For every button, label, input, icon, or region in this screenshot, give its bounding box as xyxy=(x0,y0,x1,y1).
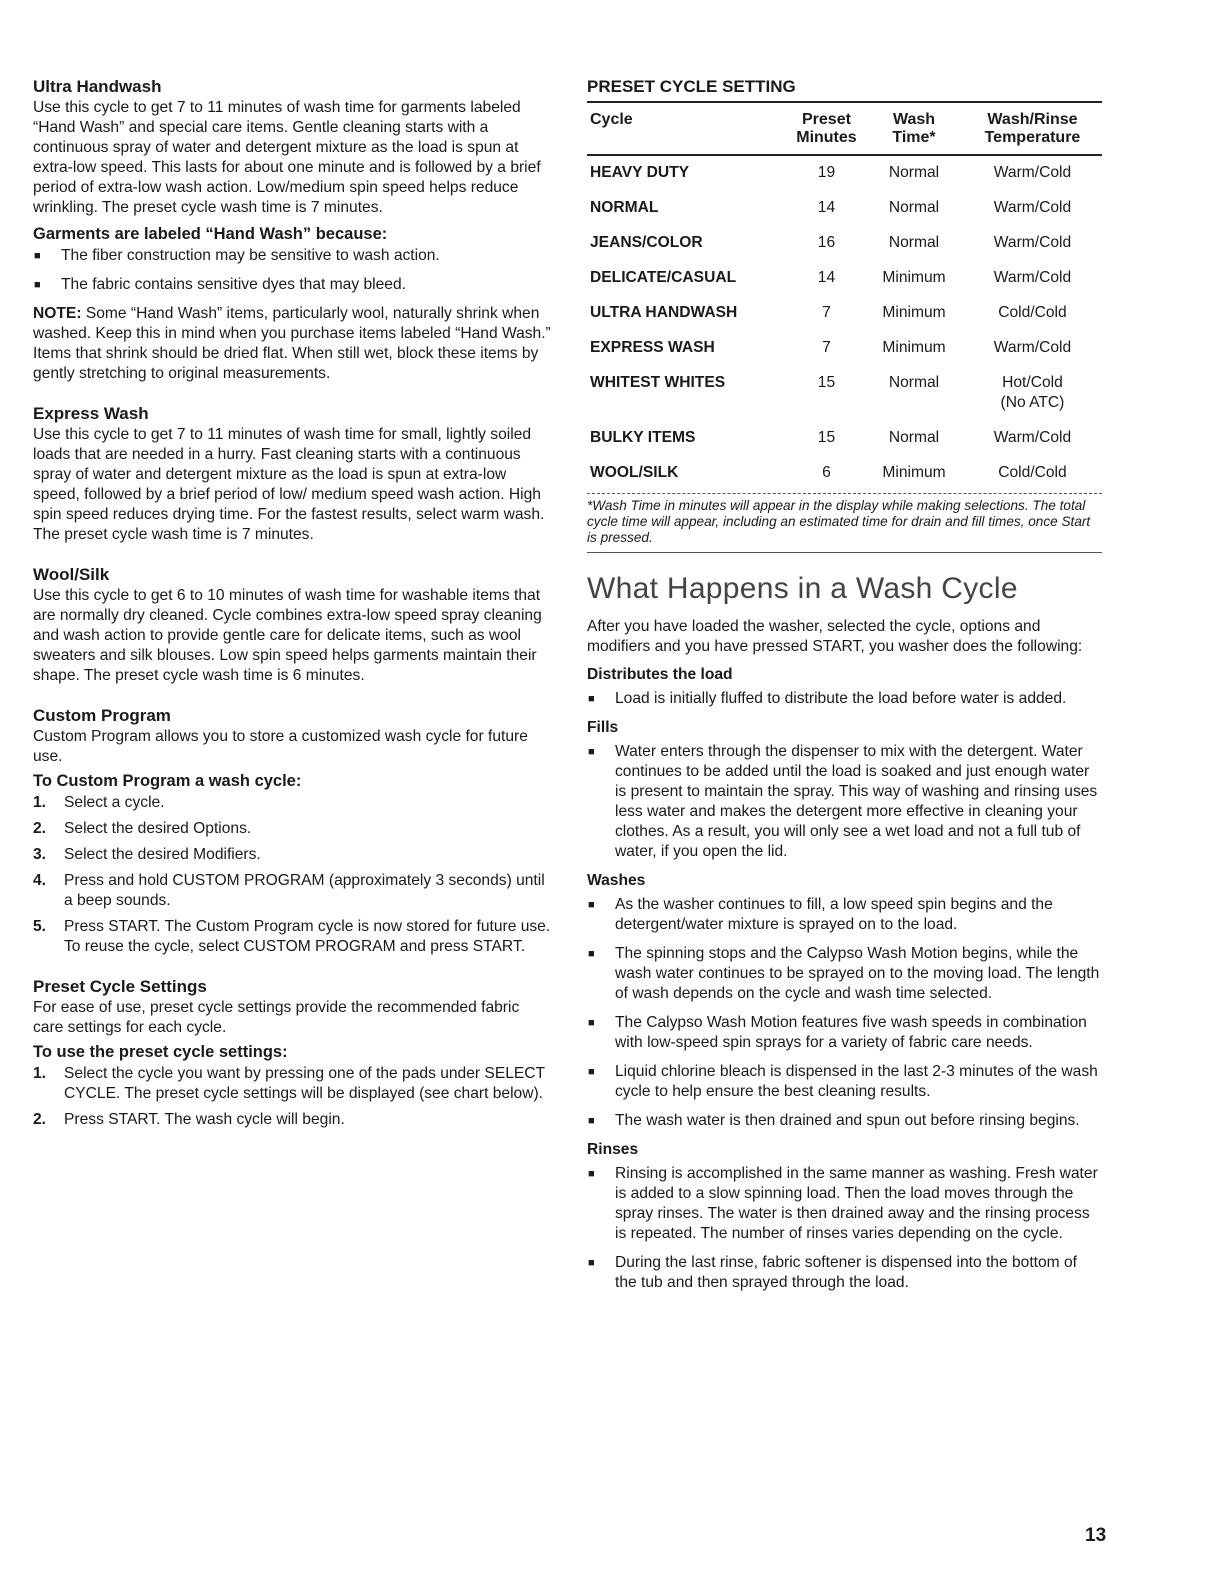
section-title: Express Wash xyxy=(33,404,149,423)
cell-preset-minutes: 14 xyxy=(817,199,836,216)
cell-wash-time: Normal xyxy=(888,234,940,251)
cell-wash-time: Minimum xyxy=(882,304,946,321)
cell-cycle: WHITEST WHITES xyxy=(590,374,726,391)
list-item: ■ Load is initially fluffed to distribute the load before water is added. xyxy=(588,690,1067,707)
section-title: Wool/Silk xyxy=(33,565,110,584)
subsection-title: To use the preset cycle settings: xyxy=(33,1043,288,1061)
table-row xyxy=(587,191,1102,226)
bullet-square-icon: ■ xyxy=(588,1168,595,1180)
header-wash-time: Wash Time* xyxy=(892,111,936,146)
cell-temperature: Hot/Cold (No ATC) xyxy=(1000,374,1065,411)
bullet-square-icon: ■ xyxy=(588,746,595,758)
list-item: ■ The fabric contains sensitive dyes that may bleed. xyxy=(34,276,406,293)
page-number: 13 xyxy=(1085,1525,1107,1546)
list-item: 4. Press and hold CUSTOM PROGRAM (approximately 3 seconds) until a beep sounds. xyxy=(33,872,545,909)
cell-cycle: WOOL/SILK xyxy=(590,464,679,481)
bullet-square-icon: ■ xyxy=(588,948,595,960)
bullet-square-icon: ■ xyxy=(588,1066,595,1078)
list-item: ■ The wash water is then drained and spun out before rinsing begins. xyxy=(588,1112,1080,1129)
cell-preset-minutes: 16 xyxy=(817,234,836,251)
cell-cycle: ULTRA HANDWASH xyxy=(590,304,738,321)
section-express-wash xyxy=(33,403,551,545)
left-column xyxy=(33,76,551,1149)
note-paragraph: NOTE: Some “Hand Wash” items, particularly wool, naturally shrink when washed. Keep this in mind when you purchase items labeled “Hand Wash.” Items that shrink should be dried flat. When still wet, block these items by gently stretching to original measurements. xyxy=(33,305,551,382)
subsection-title: Garments are labeled “Hand Wash” because: xyxy=(33,225,388,243)
section-body: For ease of use, preset cycle settings provide the recommended fabric care settings for each cycle. xyxy=(33,999,520,1036)
section-body: Use this cycle to get 7 to 11 minutes of wash time for garments labeled “Hand Wash” and special care items. Gentle cleaning starts with a continuous spray of water and detergent mixture as the load is spun at extra-low speed. This lasts for about one minute and is followed by a brief period of extra-low wash action. Low/medium spin speed helps reduce wrinkling. The preset cycle wash time is 7 minutes. xyxy=(33,99,541,216)
cell-temperature: Warm/Cold xyxy=(993,269,1072,286)
cell-cycle: BULKY ITEMS xyxy=(590,429,696,446)
list-item: 2. Press START. The wash cycle will begin. xyxy=(33,1111,345,1128)
cell-wash-time: Normal xyxy=(888,199,940,216)
bullet-square-icon: ■ xyxy=(588,1115,595,1127)
bullet-square-icon: ■ xyxy=(588,899,595,911)
cell-wash-time: Minimum xyxy=(882,269,946,286)
table-row xyxy=(587,456,1102,491)
section-title: Preset Cycle Settings xyxy=(33,977,207,996)
cell-preset-minutes: 6 xyxy=(822,464,831,481)
bullet-square-icon: ■ xyxy=(34,279,41,291)
section-preset-cycle-settings xyxy=(33,976,551,1130)
preset-cycle-table xyxy=(587,103,1102,491)
section-ultra-handwash xyxy=(33,76,551,384)
list-item: ■ The Calypso Wash Motion features five wash speeds in combination with low-speed spin sprays for a variety of fabric care needs. xyxy=(588,1014,1087,1051)
subsection-title: To Custom Program a wash cycle: xyxy=(33,772,302,790)
wash-cycle-intro: After you have loaded the washer, selected the cycle, options and modifiers and you have pressed START, you washer does the following: xyxy=(587,618,1083,655)
wash-step-heading: Distributes the load xyxy=(587,666,733,683)
table-row xyxy=(587,155,1102,191)
cell-wash-time: Normal xyxy=(888,374,940,391)
table-header-row xyxy=(587,103,1102,155)
cell-temperature: Warm/Cold xyxy=(993,199,1072,216)
list-item: ■ Liquid chlorine bleach is dispensed in the last 2-3 minutes of the wash cycle to help ensure the best cleaning results. xyxy=(588,1063,1098,1100)
wash-cycle-title: What Happens in a Wash Cycle xyxy=(587,572,1018,605)
cell-preset-minutes: 14 xyxy=(817,269,836,286)
list-item: ■ As the washer continues to fill, a low speed spin begins and the detergent/water mixture is sprayed on to the load. xyxy=(588,896,1053,933)
list-item: ■ Rinsing is accomplished in the same manner as washing. Fresh water is added to a slow spinning load. Then the load moves through the spray rinses. The water is then drained away and the rinsing process is repeated. The number of rinses varies depending on the cycle. xyxy=(588,1165,1098,1242)
cell-cycle: NORMAL xyxy=(590,199,659,216)
cell-temperature: Warm/Cold xyxy=(993,429,1072,446)
table-row xyxy=(587,226,1102,261)
cell-cycle: JEANS/COLOR xyxy=(590,234,703,251)
cell-temperature: Warm/Cold xyxy=(993,339,1072,356)
wash-step-heading: Washes xyxy=(587,872,646,889)
cell-cycle: EXPRESS WASH xyxy=(590,339,715,356)
section-body: Custom Program allows you to store a customized wash cycle for future use. xyxy=(33,728,528,765)
cell-wash-time: Normal xyxy=(888,429,940,446)
list-item: 1. Select a cycle. xyxy=(33,794,165,811)
section-wool-silk xyxy=(33,564,551,686)
list-item: ■ During the last rinse, fabric softener is dispensed into the bottom of the tub and then sprayed through the load. xyxy=(588,1254,1077,1291)
table-row xyxy=(587,421,1102,456)
cell-preset-minutes: 19 xyxy=(817,164,836,181)
table-row xyxy=(587,331,1102,366)
section-custom-program xyxy=(33,705,551,957)
footnote-rule xyxy=(587,552,1102,553)
cell-temperature: Cold/Cold xyxy=(998,304,1067,321)
table-footnote: *Wash Time in minutes will appear in the display while making selections. The total cycle time will appear, including an estimated time for drain and fill times, once Start is pressed. xyxy=(587,498,1091,545)
wash-cycle-sections xyxy=(587,665,1102,1293)
table-bottom-rule xyxy=(587,493,1102,494)
cell-wash-time: Minimum xyxy=(882,464,946,481)
cell-preset-minutes: 7 xyxy=(822,339,831,356)
list-item: 5. Press START. The Custom Program cycle is now stored for future use. To reuse the cycle, select CUSTOM PROGRAM and press START. xyxy=(33,918,551,955)
cell-preset-minutes: 15 xyxy=(817,374,836,391)
cell-cycle: HEAVY DUTY xyxy=(590,164,690,181)
cell-wash-time: Normal xyxy=(888,164,940,181)
cell-cycle: DELICATE/CASUAL xyxy=(590,269,737,286)
header-cycle: Cycle xyxy=(590,111,633,128)
section-title: Custom Program xyxy=(33,706,171,725)
cell-wash-time: Minimum xyxy=(882,339,946,356)
table-title: PRESET CYCLE SETTING xyxy=(587,77,796,96)
list-item: ■ The fiber construction may be sensitive to wash action. xyxy=(34,247,440,264)
table-row xyxy=(587,261,1102,296)
bullet-square-icon: ■ xyxy=(588,1017,595,1029)
bullet-square-icon: ■ xyxy=(34,250,41,262)
bullet-square-icon: ■ xyxy=(588,1257,595,1269)
cell-temperature: Warm/Cold xyxy=(993,234,1072,251)
cell-preset-minutes: 7 xyxy=(822,304,831,321)
list-item: 3. Select the desired Modifiers. xyxy=(33,846,261,863)
section-title: Ultra Handwash xyxy=(33,77,162,96)
list-item: ■ The spinning stops and the Calypso Wash Motion begins, while the wash water continues to be sprayed on to the moving load. The length of wash depends on the cycle and wash time selected. xyxy=(588,945,1100,1002)
table-row xyxy=(587,296,1102,331)
bullet-square-icon: ■ xyxy=(588,693,595,705)
cell-temperature: Cold/Cold xyxy=(998,464,1067,481)
section-body: Use this cycle to get 6 to 10 minutes of wash time for washable items that are normally dry cleaned. Cycle combines extra-low speed spray cleaning and wash action to provide gentle care for delicate items, such as wool sweaters and silk blouses. Low spin speed helps garments maintain their shape. The preset cycle wash time is 6 minutes. xyxy=(33,587,542,684)
cell-preset-minutes: 15 xyxy=(817,429,836,446)
list-item: ■ Water enters through the dispenser to mix with the detergent. Water continues to be added until the load is soaked and just enough water is present to maintain the spray. This way of washing and rinsing uses less water and makes the detergent more effective in cleaning your clothes. As a result, you will only see a wet load and not a full tub of water, if you open the lid. xyxy=(588,743,1098,860)
list-item: 2. Select the desired Options. xyxy=(33,820,252,837)
right-column xyxy=(587,76,1102,1302)
cell-temperature: Warm/Cold xyxy=(993,164,1072,181)
section-body: Use this cycle to get 7 to 11 minutes of wash time for small, lightly soiled loads that are needed in a hurry. Fast cleaning starts with a continuous spray of water and detergent mixture as the load is spun at extra-low speed, followed by a brief period of low/ medium speed wash action. High spin speed reduces drying time. For the fastest results, select warm wash. The preset cycle wash time is 7 minutes. xyxy=(33,426,545,543)
header-temperature: Wash/Rinse Temperature xyxy=(984,111,1081,146)
list-item: 1. Select the cycle you want by pressing one of the pads under SELECT CYCLE. The preset cycle settings will be displayed (see chart below). xyxy=(33,1065,545,1102)
table-row xyxy=(587,366,1102,421)
wash-step-heading: Fills xyxy=(587,719,619,736)
header-preset-minutes: Preset Minutes xyxy=(796,111,857,146)
wash-step-heading: Rinses xyxy=(587,1141,639,1158)
